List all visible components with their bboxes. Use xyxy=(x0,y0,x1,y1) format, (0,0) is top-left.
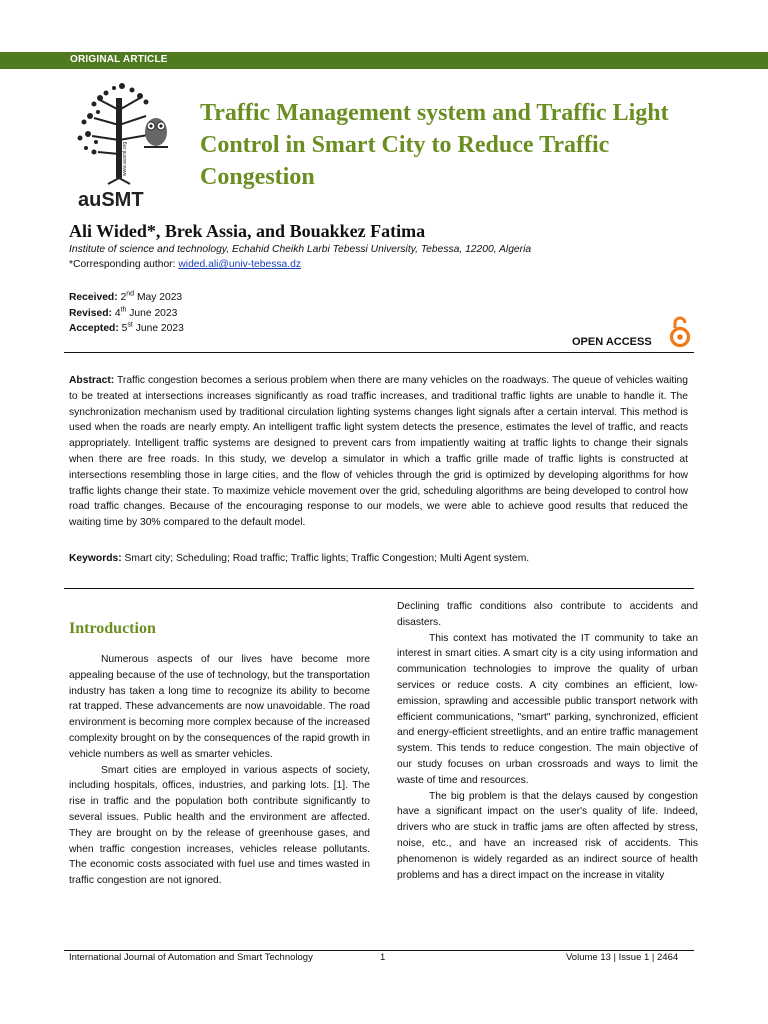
article-type-label: ORIGINAL ARTICLE xyxy=(70,54,168,65)
logo-url-text: www.ausmt.org xyxy=(122,141,128,176)
revised-date: Revised: 4th June 2023 xyxy=(69,306,178,319)
footer-page-number: 1 xyxy=(380,952,386,963)
right-column xyxy=(397,599,698,883)
abstract-label: Abstract: xyxy=(69,375,115,386)
paragraph: The big problem is that the delays caused by congestion have a significant impact on the user's quality of life. Indeed, drivers who are stuck in traffic jams are often affected by stress, noise, etc., and have an increased risk of accidents. This phenomenon is widely regarded as an indirect source of health problems and has a direct impact on the increase in vitality xyxy=(397,790,698,881)
paragraph: Declining traffic conditions also contribute to accidents and disasters. xyxy=(397,601,698,628)
received-date: Received: 2nd May 2023 xyxy=(69,290,183,303)
article-type-banner xyxy=(0,52,768,69)
open-access-icon xyxy=(668,314,692,348)
keywords-text: Smart city; Scheduling; Road traffic; Traffic lights; Traffic Congestion; Multi Agent system. xyxy=(124,553,530,564)
keywords-label: Keywords: xyxy=(69,553,122,564)
introduction-heading: Introduction xyxy=(69,620,156,637)
header-divider xyxy=(64,352,694,353)
abstract-divider xyxy=(64,588,694,589)
paragraph: Smart cities are employed in various aspects of society, including hospitals, offices, industries, and parking lots. [1]. The rise in traffic and the population both contribute significantly to several issues. Public health and the environment are affected. They are brought on by the release of greenhouse gases, and when traffic congestion increases, vehicles release pollutants. The economic costs associated with fuel use and times wasted in traffic congestion are not ignored. xyxy=(69,764,370,887)
author-list: Ali Wided*, Brek Assia, and Bouakkez Fatima xyxy=(69,221,426,241)
accepted-date: Accepted: 5st June 2023 xyxy=(69,321,184,334)
paragraph: This context has motivated the IT community to take an interest in smart cities. A smart city is a city using information and communication technologies to improve the quality of urban services or reduce costs. A city combines an efficient, low-emission, sprawling and accessible public transport network with efficient communications, "smart" parking, synchronized, efficient and energy-efficient streetlights, and an entire traffic management system. This tends to reduce congestion. The main objective of our study focuses on urban crossroads and ways to limit the waste of time and resources. xyxy=(397,632,698,786)
open-access-label: OPEN ACCESS xyxy=(572,336,652,348)
corresponding-author xyxy=(69,259,301,270)
footer-journal: International Journal of Automation and Smart Technology xyxy=(69,952,313,963)
article-title: Traffic Management system and Traffic Light Control in Smart City to Reduce Traffic Congestion xyxy=(200,100,669,190)
corresponding-prefix: *Corresponding author: xyxy=(69,259,179,270)
footer-divider xyxy=(64,950,694,951)
article-dates xyxy=(69,290,184,337)
keywords xyxy=(69,553,688,564)
footer-volume: Volume 13 | Issue 1 | 2464 xyxy=(566,952,679,963)
corresponding-email-link[interactable]: wided.ali@univ-tebessa.dz xyxy=(178,259,301,270)
logo-wordmark: auSMT xyxy=(78,189,144,211)
affiliation: Institute of science and technology, Echahid Cheikh Larbi Tebessi University, Tebessa, 12200, Algeria xyxy=(69,244,532,255)
ausmt-logo xyxy=(70,80,180,212)
paragraph: Numerous aspects of our lives have become more appealing because of the use of technology, but the transportation industry has taken a long time to recognize its ability to become rat trapped. These advancements are now unavoidable. The road environment is becoming more complex because of the increased complexity brought on by the consequences of the rapid growth in vehicle numbers as well as smarter vehicles. xyxy=(69,654,370,760)
abstract xyxy=(69,373,688,531)
left-column xyxy=(69,652,370,889)
abstract-text: Traffic congestion becomes a serious problem when there are many vehicles on the roadways. The queue of vehicles waiting to be treated at intersections increases significantly as road traffic increases, and traditional traffic lights are unable to handle it. The synchronization mechanism used by traditional circulation lighting systems changes light signals after a certain interval. This method is used when the roads are nearly empty. An intelligent traffic light system detects the presence, estimates the level of traffic, and reacts appropriately. Intelligent traffic systems are designed to prevent cars from impatiently waiting at traffic lights to change their signals when there are free roads. In this study, we develop a simulator in which a traffic grille made of traffic lights is constructed at intersections resembling those in large cities, and the flow of vehicles through the grid is optimized by developing algorithms for how traffic lights change their state. To maximize vehicle movement over the grid, scheduling algorithms are being developed to control how road traffic changes. Because of the encouraging response to our models, we were able to achieve good results that reduced the waiting time by 30% compared to the default model. xyxy=(69,375,688,529)
